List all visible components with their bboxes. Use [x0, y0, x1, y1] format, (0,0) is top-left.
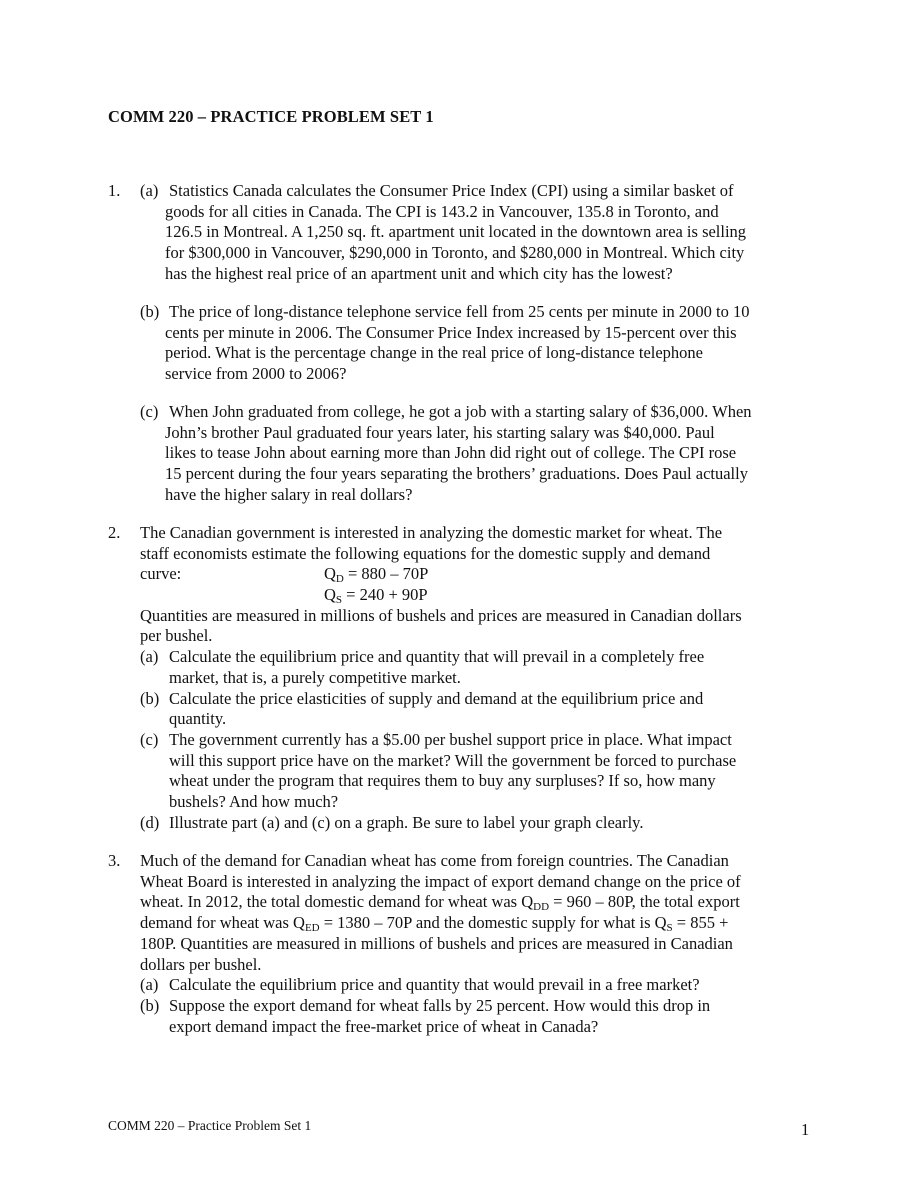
text-line: wheat under the program that requires them to buy any surpluses? If so, how many: [169, 771, 716, 791]
text-line: 126.5 in Montreal. A 1,250 sq. ft. apartment unit located in the downtown area is selling: [165, 222, 747, 242]
text-line: cents per minute in 2006. The Consumer Price Index increased by 15-percent over this: [165, 322, 737, 342]
text-line: Much of the demand for Canadian wheat has come from foreign countries. The Canadian: [140, 851, 729, 870]
text-line: Statistics Canada calculates the Consumer Price Index (CPI) using a similar basket of: [169, 181, 734, 200]
text-line: When John graduated from college, he got a job with a starting salary of $36,000. When: [169, 402, 752, 421]
text-line: for $300,000 in Vancouver, $290,000 in Toronto, and $280,000 in Montreal. Which city: [165, 243, 745, 263]
question-1a: [140, 181, 812, 285]
document-title: COMM 220 – PRACTICE PROBLEM SET 1: [108, 107, 434, 126]
question-number: 1.: [108, 181, 121, 200]
question-2b: [140, 689, 812, 730]
text-line: The Canadian government is interested in analyzing the domestic market for wheat. The: [140, 523, 723, 542]
text-line: Illustrate part (a) and (c) on a graph. Be sure to label your graph clearly.: [169, 812, 644, 832]
question-1c: [140, 402, 812, 506]
question-2d: [140, 813, 812, 834]
part-label: (a): [140, 181, 159, 200]
supply-equation: $Q_S = 240 + 90P$: [324, 585, 428, 607]
text-line: John’s brother Paul graduated four years later, his starting salary was $40,000. Paul: [165, 422, 715, 442]
text-line: The government currently has a $5.00 per bushel support price in place. What impact: [169, 730, 732, 749]
text-line: Wheat Board is interested in analyzing the impact of export demand change on the price of: [140, 871, 741, 891]
text-line: Calculate the price elasticities of supply and demand at the equilibrium price and: [169, 688, 704, 708]
text-line: quantity.: [169, 709, 227, 729]
text-line: demand for wheat was $Q_{ED} = 1380 - 70P$ and the domestic supply for what is $Q_S = 855$ +: [140, 913, 729, 935]
text-line: 180P. Quantities are measured in millions of bushels and prices are measured in Canadian: [140, 933, 733, 953]
question-number: 2.: [108, 523, 121, 542]
text-line: The price of long-distance telephone service fell from 25 cents per minute in 2000 to 10: [169, 302, 750, 321]
question-3b: [140, 996, 812, 1037]
part-label: (a): [140, 647, 159, 667]
question-2c: [140, 730, 812, 813]
question-3a: [140, 975, 812, 996]
part-label: (b): [140, 995, 160, 1015]
text-line: Calculate the equilibrium price and quantity that will prevail in a completely free: [169, 647, 705, 667]
question-2-body: [140, 523, 812, 834]
text-line: goods for all cities in Canada. The CPI is 143.2 in Vancouver, 135.8 in Toronto, and: [165, 201, 719, 221]
text-line: bushels? And how much?: [169, 792, 339, 812]
text-line: have the higher salary in real dollars?: [165, 484, 413, 504]
text-line: market, that is, a purely competitive market.: [169, 667, 461, 687]
part-label: (d): [140, 812, 160, 832]
question-3-body: [140, 851, 812, 1037]
text-line: likes to tease John about earning more than John did right out of college. The CPI rose: [165, 443, 737, 463]
part-label: (b): [140, 302, 160, 321]
text-line: Suppose the export demand for wheat falls by 25 percent. How would this drop in: [169, 995, 711, 1015]
text-line: will this support price have on the market? Will the government be forced to purchase: [169, 750, 737, 770]
text-line: dollars per bushel.: [140, 954, 262, 974]
text-line: period. What is the percentage change in the real price of long-distance telephone: [165, 343, 704, 363]
text-line: per bushel.: [140, 626, 213, 646]
text-line: service from 2000 to 2006?: [165, 364, 347, 384]
part-label: (a): [140, 975, 159, 995]
question-1b: [140, 302, 812, 385]
text-line: Calculate the equilibrium price and quantity that would prevail in a free market?: [169, 975, 700, 995]
text-line: export demand impact the free-market price of wheat in Canada?: [169, 1016, 599, 1036]
part-label: (c): [140, 730, 159, 749]
part-label: (b): [140, 688, 160, 708]
page-footer: COMM 220 – Practice Problem Set 1: [108, 1118, 312, 1133]
text-line: Quantities are measured in millions of bushels and prices are measured in Canadian dollars: [140, 605, 742, 625]
question-number: 3.: [108, 851, 121, 870]
text-line: wheat. In 2012, the total domestic demand for wheat was $Q_{DD} = 960 - 80P$, the total export: [140, 892, 740, 914]
part-label: (c): [140, 402, 159, 421]
question-2a: [140, 647, 812, 688]
text-line: staff economists estimate the following equations for the domestic supply and demand: [140, 543, 711, 563]
text-line: 15 percent during the four years separating the brothers’ graduations. Does Paul actually: [165, 464, 748, 484]
page-number: 1: [801, 1120, 810, 1139]
text-line: curve:: [140, 564, 182, 584]
text-line: has the highest real price of an apartment unit and which city has the lowest?: [165, 263, 673, 283]
demand-equation: $Q_D = 880 - 70P$: [324, 564, 429, 586]
